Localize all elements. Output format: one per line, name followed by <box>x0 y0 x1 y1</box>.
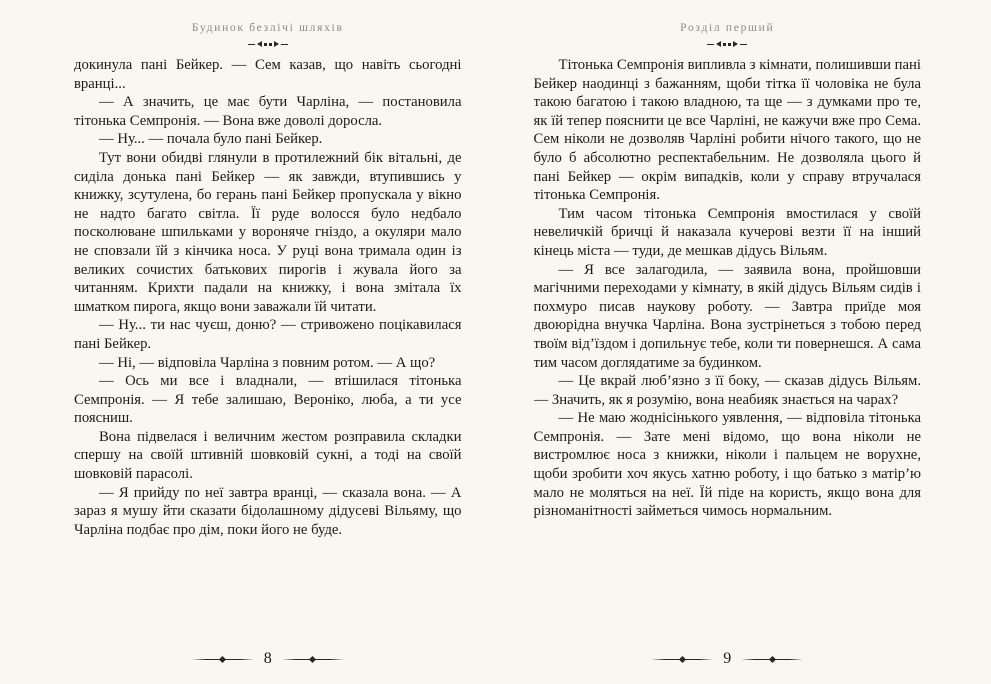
paragraph: — Не маю жоднісінького уявлення, — відповіла тітонька Семпронія. — Зате мені відомо, що вона ніколи не вистромлює носа з книжки, ніколи і пальцем не ворухне, щоби зробити хоч якусь хатню роботу, і що батько з матір’ю мало не моляться на неї. Їй піде на користь, якщо вона для різноманітності займеться чимось нормальним. <box>533 410 921 520</box>
footer-flourish-icon <box>651 657 713 662</box>
footer-flourish-icon <box>741 657 803 662</box>
paragraph: Тим часом тітонька Семпронія вмостилася у своїй невеличкій бричці й наказала кучерові везти її на інший кінець міста — туди, де мешкав дідусь Вільям. <box>533 205 921 259</box>
ornament-line-icon <box>248 44 255 45</box>
flourish-diamond-icon <box>679 655 686 662</box>
ornament-triangle-icon <box>733 41 738 47</box>
paragraph: Тітонька Семпронія випливла з кімнати, полишивши пані Бейкер наодинці з бажанням, щоби тітка її чоловіка не була такою багатою і такою владною, та ще — з думками про те, як їй тепер пояснити це все Чарліні, не кажучи вже про Сема. Сем ніколи не дозволяв Чарліні робити нічого такого, що не було б абсолютно респектабельним. Не дозволяла цього й пані Бейкер — окрім випадків, коли у справу втручалася тітонька Семпронія. <box>533 57 921 204</box>
page-footer-left <box>74 646 462 672</box>
ornament-line-icon <box>281 44 288 45</box>
paragraph: — Я все залагодила, — заявила вона, пройшовши магічними переходами у кімнату, в якій дідусь Вільям сидів і похмуро писав наукову роботу. — Завтра приїде моя двоюрідна внучка Чарліна. Вона зустрінеться з тобою перед твоїм від’їздом і допильнує тебе, коли ти повернешся. А сама тим часом доглядатиме за будинком. <box>533 261 921 371</box>
paragraph: — Я прийду по неї завтра вранці, — сказала вона. — А зараз я мушу йти сказати бідолашному дідусеві Вільяму, що Чарліна подбає про дім, поки його не буде. <box>74 484 462 538</box>
paragraph: — Ні, — відповіла Чарліна з повним ротом. — А що? <box>99 354 436 371</box>
ornament-square-icon <box>269 43 272 46</box>
ornament-line-icon <box>707 44 714 45</box>
page-number-right: 9 <box>723 650 732 667</box>
page-text-right <box>534 56 922 641</box>
page-text-left <box>74 56 462 641</box>
header-ornament-icon <box>534 39 922 49</box>
page-right <box>534 16 922 672</box>
ornament-triangle-icon <box>274 41 279 47</box>
footer-flourish-icon <box>282 657 344 662</box>
paragraph: — Ну... ти нас чуєш, доню? — стривожено поцікавилася пані Бейкер. <box>74 317 462 352</box>
header-ornament-icon <box>74 39 462 49</box>
page-left <box>74 16 462 672</box>
page-footer-right <box>534 646 922 672</box>
flourish-diamond-icon <box>309 655 316 662</box>
flourish-diamond-icon <box>219 655 226 662</box>
paragraph: докинула пані Бейкер. — Сем казав, що навіть сьогодні вранці... <box>74 57 462 92</box>
ornament-line-icon <box>740 44 747 45</box>
ornament-square-icon <box>723 43 726 46</box>
paragraph: Вона підвелася і величним жестом розправила складки спершу на своїй штивній шовковій сукні, а тоді на своїй шовковій парасолі. <box>74 428 462 483</box>
paragraph: — Ну... — почала було пані Бейкер. <box>99 131 323 148</box>
paragraph: Тут вони обидві глянули в протилежний бік вітальні, де сиділа донька пані Бейкер — як завжди, втупившись у книжку, зсутулена, бо герань пані Бейкер пропускала у вікно не надто багато світла. Її руде волосся було недбало посколюване шпильками у вороняче гніздо, а окуляри мало не сповзали їй з кінчика носа. У руці вона тримала один із великих сочистих батькових пирогів і жувала його за читанням. Крихти падали на книжку, і вона змітала їх шматком пирога, якщо вони заважали їй читати. <box>74 149 462 315</box>
paragraph: — А значить, це має бути Чарліна, — постановила тітонька Семпронія. — Вона вже доволі доросла. <box>74 94 462 129</box>
page-number-left: 8 <box>263 650 272 667</box>
running-head-right: Розділ перший <box>680 22 775 34</box>
ornament-square-icon <box>264 43 267 46</box>
ornament-triangle-icon <box>716 41 721 47</box>
ornament-triangle-icon <box>257 41 262 47</box>
footer-flourish-icon <box>192 657 254 662</box>
ornament-square-icon <box>728 43 731 46</box>
paragraph: — Це вкрай люб’язно з її боку, — сказав дідусь Вільям. — Значить, як я розумію, вона неабияк знається на чарах? <box>533 373 921 408</box>
paragraph: — Ось ми все і владнали, — втішилася тітонька Семпронія. — Я тебе залишаю, Вероніко, люба, а ти усе поясниш. <box>74 373 462 427</box>
flourish-diamond-icon <box>769 655 776 662</box>
running-head-left: Будинок безлічі шляхів <box>191 22 344 34</box>
